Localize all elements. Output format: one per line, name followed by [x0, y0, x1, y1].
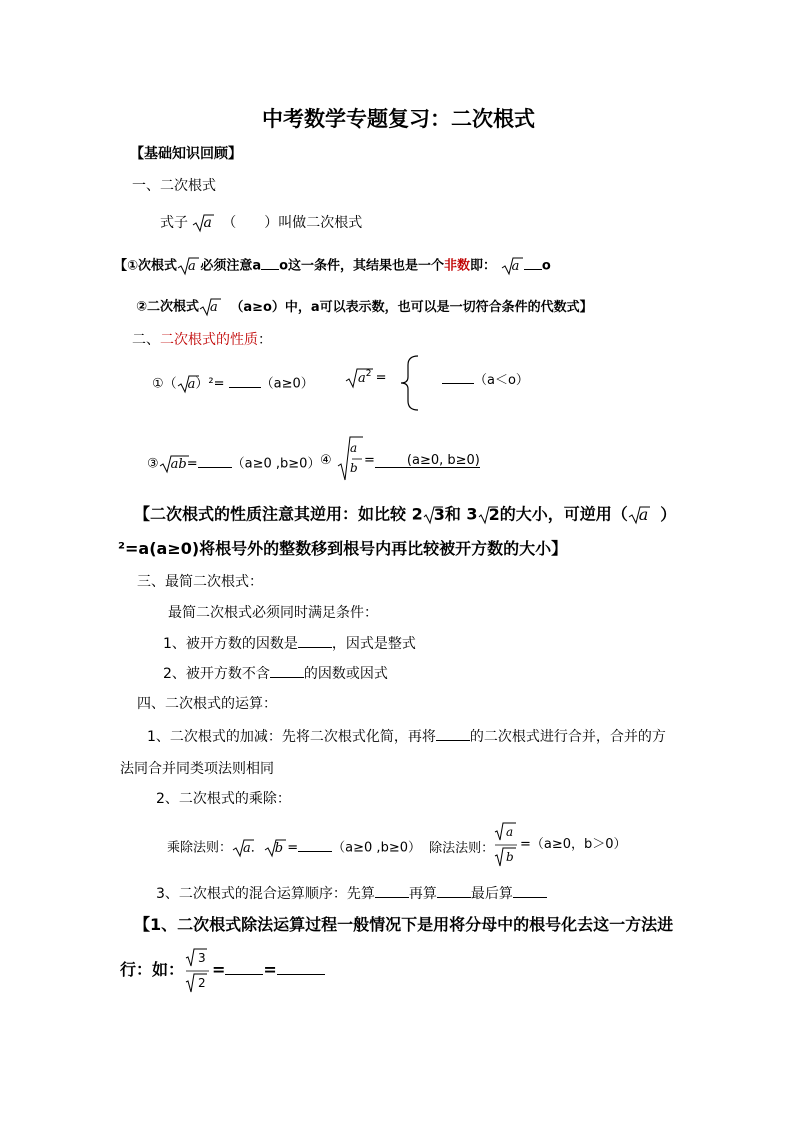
note2-pre: ②二次根式 [136, 299, 200, 315]
mul-dot: ． [250, 840, 264, 856]
c1-post: ，因式是整式 [331, 636, 416, 652]
s2-note-line2: ²=a(a≥0)将根号外的整数移到根号内再比较被开方数的大小】 [118, 539, 568, 558]
s2-heading-num: 二、 [132, 332, 160, 348]
s4-note-line2 [212, 962, 325, 978]
p1-post: ）²= [195, 376, 225, 392]
s3-heading: 三、最简二次根式： [137, 574, 263, 590]
s4-mul-rule [167, 838, 494, 858]
radicand-3: 3 [433, 504, 445, 524]
p4-eq: = [364, 453, 375, 468]
s4-mul-heading: 2、二次根式的乘除： [156, 791, 291, 807]
s2-note-line1 [134, 505, 676, 525]
note1-pre: 【①次根式 [114, 258, 178, 274]
property-2 [345, 367, 387, 389]
s4-note-line1: 【1、二次根式除法运算过程一般情况下是用将分母中的根号化去这一方法进 [134, 915, 674, 934]
note1-red: 非数 [444, 258, 471, 274]
order-pre: 3、二次根式的混合运算顺序：先算 [156, 886, 375, 902]
note1-tail: 即： [470, 258, 497, 274]
radicand-b: b [274, 840, 284, 856]
s4-note-line2-label: 行：如： [120, 960, 185, 979]
note-a: 【二次根式的性质注意其逆用：如比较 2 [134, 504, 423, 524]
div-cond: （a≥0，b＞0） [530, 837, 627, 852]
property-3 [147, 454, 320, 474]
mul-rule-label: 乘除法则： [167, 840, 233, 856]
radicand-a: a [511, 258, 520, 274]
p2-eq: = [375, 370, 387, 386]
radicand-a: a [243, 840, 251, 856]
note1-mid2: o这一条件，其结果也是一个 [279, 258, 445, 274]
p1-pre: ①（ [152, 376, 177, 392]
s4-div-rule [520, 838, 627, 851]
note2-post: （a≥o）中，a可以表示数，也可以是一切符合条件的代数式】 [230, 299, 593, 315]
c1-pre: 1、被开方数的因数是 [163, 636, 298, 652]
s3-condition-2 [163, 667, 388, 681]
p3-cond: （a≥0 ,b≥0） [231, 456, 321, 472]
radicand-a: a [210, 299, 218, 315]
exponent-2: 2 [365, 369, 372, 380]
radicand-a: a [203, 215, 212, 231]
note-c: 的大小，可逆用（ [499, 504, 628, 524]
add-pre: 1、二次根式的加减：先将二次根式化简，再将 [147, 729, 436, 745]
page-title: 中考数学专题复习：二次根式 [262, 107, 535, 131]
property-1 [152, 374, 314, 394]
property-4-label: ④ [320, 453, 332, 468]
note-eq1: = [212, 960, 226, 979]
div-eq: = [520, 837, 531, 852]
s1-definition [160, 213, 362, 233]
mul-eq: = [287, 840, 299, 856]
s4-heading: 四、二次根式的运算： [137, 696, 277, 712]
def-pre: 式子 [160, 215, 188, 231]
p3-pre: ③ [147, 456, 159, 472]
radicand-a: a [638, 504, 649, 524]
p2-cond: （a＜o） [474, 373, 529, 388]
left-brace-icon [398, 355, 422, 411]
s2-heading [132, 333, 272, 347]
quotient-den-b: b [506, 850, 514, 864]
order-mid2: 最后算 [470, 886, 513, 902]
property-2-case [442, 374, 529, 387]
s4-add-line1 [147, 730, 666, 744]
s4-order [156, 887, 547, 901]
p3-eq: = [186, 456, 198, 472]
s3-intro: 最简二次根式必须同时满足条件： [168, 605, 378, 621]
section-header: 【基础知识回顾】 [130, 146, 242, 162]
c2-post: 的因数或因式 [303, 666, 388, 682]
radicand-2: 2 [488, 504, 500, 524]
mul-cond: （a≥0 ,b≥0） [332, 840, 421, 856]
note1-end: o [541, 258, 551, 274]
example-den-2: 2 [198, 976, 206, 990]
p4-cond: (a≥0, b≥0) [406, 453, 480, 468]
add-post: 的二次根式进行合并，合并的方 [469, 729, 666, 745]
property-4 [364, 454, 480, 468]
order-mid1: 再算 [408, 886, 437, 902]
def-post: （ ）叫做二次根式 [222, 215, 363, 231]
s4-add-line2: 法同合并同类项法则相同 [120, 761, 274, 777]
note-b: 和 3 [444, 504, 478, 524]
radicand-a: a [358, 370, 366, 386]
note-eq2: = [263, 960, 277, 979]
s2-heading-colon: ： [258, 332, 272, 348]
s1-heading: 一、二次根式 [132, 178, 216, 194]
radicand-ab: ab [170, 456, 187, 472]
div-rule-label: 除法法则： [429, 840, 495, 856]
s1-note2 [136, 297, 593, 317]
note1-mid: 必须注意a [200, 258, 262, 274]
note-d: ） [660, 504, 677, 524]
example-num-3: 3 [198, 951, 206, 965]
quotient-num-a: a [506, 825, 514, 839]
c2-pre: 2、被开方数不含 [163, 666, 270, 682]
s2-heading-red: 二次根式的性质 [160, 332, 258, 348]
fraction-denominator-b: b [350, 461, 358, 475]
radicand-a: a [188, 258, 196, 274]
fraction-numerator-a: a [350, 441, 358, 455]
p1-cond: （a≥0） [260, 376, 314, 392]
radicand-a: a [187, 376, 196, 392]
s1-note1 [114, 256, 551, 276]
s3-condition-1 [163, 637, 416, 651]
